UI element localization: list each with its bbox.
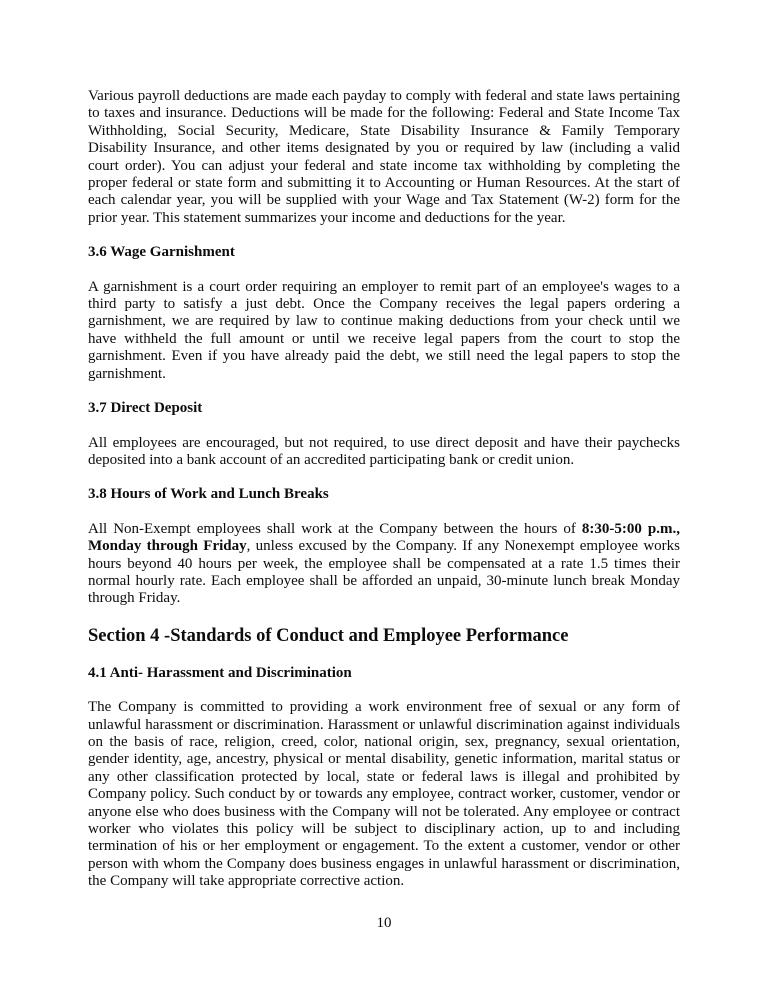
heading-4-1-anti-harassment: 4.1 Anti- Harassment and Discrimination: [88, 664, 352, 681]
heading-3-6-wage-garnishment: 3.6 Wage Garnishment: [88, 244, 235, 261]
heading-section-4: Section 4 -Standards of Conduct and Employee Performance: [88, 625, 569, 646]
hours-text-bold: 8:30-5:00 p.m., Monday through Friday: [88, 520, 681, 555]
page-number: 10: [376, 915, 392, 931]
paragraph-anti-harassment: The Company is committed to providing a work environment free of sexual or any form of unlawful harassment or discrimination. Harassment or unlawful discrimination against individuals on the basis of race, religion, creed, color, national origin, sex, pregnancy, sexual orientation, gender identity, age, ancestry, physical or mental disability, genetic information, marital status or any other classification protected by local, state or federal laws is illegal and prohibited by Company policy. Such conduct by or towards any employee, contract worker, customer, vendor or anyone else who does business with the Company will not be tolerated. Any employee or contract worker who violates this policy will be subject to disciplinary action, up to and including termination of his or her employment or engagement. To the extent a customer, vendor or other person with whom the Company does business engages in unlawful harassment or discrimination, the Company will take appropriate corrective action.: [88, 699, 680, 890]
paragraph-hours-of-work: [88, 521, 680, 608]
heading-3-7-direct-deposit: 3.7 Direct Deposit: [88, 400, 203, 417]
hours-text-normal-2: , unless excused by the Company. If any Nonexempt employee works hours beyond 40 hours per week, the employee shall be compensated at a rate 1.5 times their normal hourly rate. Each employee shall be afforded an unpaid, 30-minute lunch break Monday through Friday.: [88, 538, 680, 607]
paragraph-payroll-deductions: Various payroll deductions are made each payday to comply with federal and state laws pertaining to taxes and insurance. Deductions will be made for the following: Federal and State Income Tax Withholding, Social Security, Medicare, State Disability Insurance & Family Temporary Disability Insurance, and other items designated by you or required by law (including a valid court order). You can adjust your federal and state income tax withholding by completing the proper federal or state form and submitting it to Accounting or Human Resources. At the start of each calendar year, you will be supplied with your Wage and Tax Statement (W-2) form for the prior year. This statement summarizes your income and deductions for the year.: [88, 88, 680, 226]
heading-3-8-hours-of-work: 3.8 Hours of Work and Lunch Breaks: [88, 486, 329, 503]
paragraph-wage-garnishment: A garnishment is a court order requiring an employer to remit part of an employee's wages to a third party to satisfy a just debt. Once the Company receives the legal papers ordering a garnishment, we are required by law to continue making deductions from your check until we have withheld the full amount or until we receive legal papers from the court to stop the garnishment. Even if you have already paid the debt, we still need the legal papers to stop the garnishment.: [88, 278, 680, 382]
document-body: [88, 88, 680, 908]
hours-text-normal-1: All Non-Exempt employees shall work at the Company between the hours of: [88, 520, 582, 537]
paragraph-direct-deposit: All employees are encouraged, but not required, to use direct deposit and have their paychecks deposited into a bank account of an accredited participating bank or credit union.: [88, 434, 680, 468]
